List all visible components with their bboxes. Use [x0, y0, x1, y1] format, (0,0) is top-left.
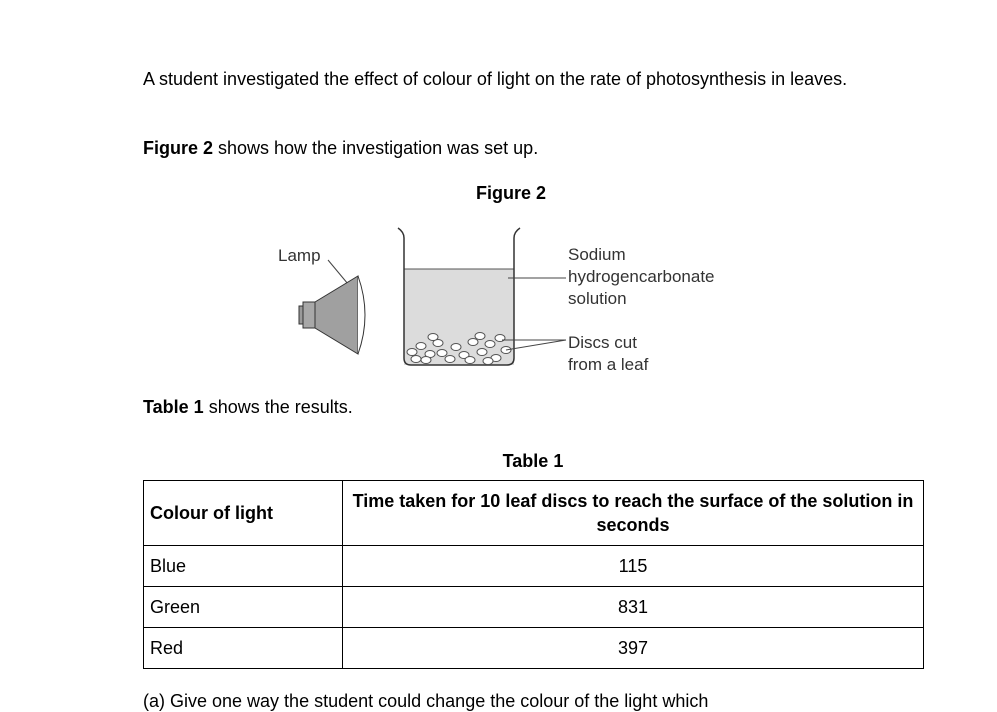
table-reference-rest: shows the results. [203, 397, 353, 417]
cell-time: 831 [343, 587, 924, 628]
intro-paragraph: A student investigated the effect of colour of light on the rate of photosynthesis in leaves. [143, 69, 848, 89]
solution-label-line-2: hydrogencarbonate [568, 267, 715, 286]
figure-reference-rest: shows how the investigation was set up. [213, 138, 539, 158]
table-row [144, 587, 924, 628]
discs-label-line-1: Discs cut [568, 333, 637, 352]
solution-fill [404, 269, 514, 365]
header-colour-of-light: Colour of light [144, 481, 343, 546]
experiment-diagram [270, 222, 750, 382]
lamp-icon [299, 276, 365, 354]
discs-label-line-2: from a leaf [568, 355, 649, 374]
cell-colour: Blue [144, 546, 343, 587]
results-table [143, 480, 924, 669]
lamp-label: Lamp [278, 246, 321, 265]
cell-colour: Red [144, 628, 343, 669]
table-title: Table 1 [502, 451, 564, 471]
figure-reference-bold: Figure 2 [143, 138, 214, 158]
figure-title: Figure 2 [475, 183, 546, 203]
solution-label-line-1: Sodium [568, 245, 626, 264]
discs-leader-line-2 [506, 340, 566, 350]
table-row [144, 546, 924, 587]
lamp-leader-line [328, 260, 348, 284]
figure-reference-sentence [143, 137, 538, 159]
cell-time: 115 [343, 546, 924, 587]
cell-time: 397 [343, 628, 924, 669]
question-a-cutoff: (a) Give one way the student could change the colour of the light which [143, 691, 709, 711]
solution-label-line-3: solution [568, 289, 627, 308]
table-row [144, 628, 924, 669]
header-time-taken: Time taken for 10 leaf discs to reach the surface of the solution in seconds [343, 481, 924, 546]
table-reference-sentence [143, 396, 353, 418]
table-header-row [144, 481, 924, 546]
table-reference-bold: Table 1 [143, 397, 204, 417]
cell-colour: Green [144, 587, 343, 628]
